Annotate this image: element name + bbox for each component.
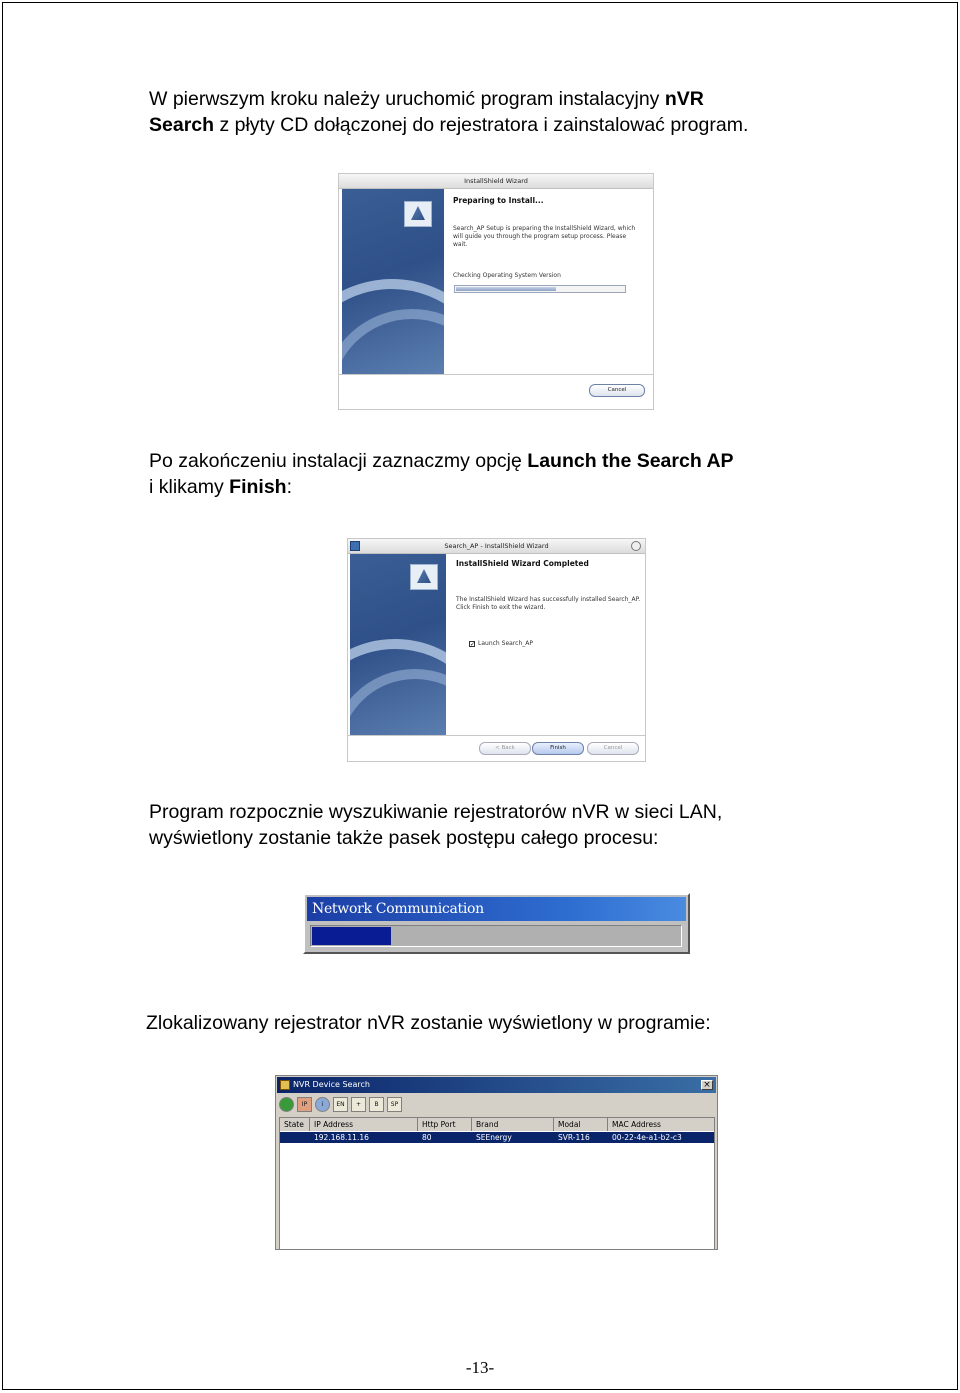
cell-brand: SEEnergy [476,1133,512,1142]
cancel-button[interactable]: Cancel [589,384,645,397]
finish-colon: : [286,476,293,498]
nvr-window-titlebar [277,1077,716,1093]
column-header-brand[interactable]: Brand [472,1118,554,1131]
info-button[interactable]: i [315,1097,330,1112]
cancel-button[interactable]: Cancel [587,742,639,755]
nvr-device-search-window [275,1075,718,1250]
wizard-titlebar: InstallShield Wizard [339,174,653,189]
install-wizard-completed [347,538,646,762]
finish-text: Po zakończeniu instalacji zaznaczmy opcję [149,450,528,472]
device-list [279,1117,715,1250]
wizard-button-bar [348,735,645,761]
wizard-status-text: Checking Operating System Version [453,272,561,279]
wizard-heading: Preparing to Install... [453,196,544,205]
wizard-body-text: The InstallShield Wizard has successfully installed Search_AP. Click Finish to exit the wizard. [456,596,641,611]
close-icon[interactable]: × [701,1080,713,1090]
intro-text-2: z płyty CD dołączonej do rejestratora i zainstalować program. [214,114,749,136]
search-paragraph [149,799,722,851]
column-header-state[interactable]: State [280,1118,310,1131]
column-header-ip[interactable]: IP Address [310,1118,418,1131]
install-progress-bar [454,285,626,293]
column-header-mac[interactable]: MAC Address [612,1120,661,1129]
search-text-1: Program rozpocznie wyszukiwanie rejestratorów nVR w sieci LAN, [149,801,723,823]
installer-logo-icon [410,564,438,590]
finish-text-2: i klikamy [149,476,230,498]
device-list-header [280,1118,714,1131]
launch-checkbox-label: Launch Search_AP [478,640,533,647]
install-progress-fill [456,287,556,291]
search-text-2: wyświetlony zostanie także pasek postępu całego procesu: [149,827,659,849]
column-header-modal[interactable]: Modal [554,1118,608,1131]
cell-ip: 192.168.11.16 [314,1133,369,1142]
launch-checkbox[interactable]: ✓ [470,641,476,648]
cell-modal: SVR-116 [558,1133,590,1142]
browser-button[interactable]: B [369,1097,384,1112]
back-button[interactable]: < Back [479,742,531,755]
add-button[interactable]: + [351,1097,366,1112]
ip-config-button[interactable]: IP [297,1097,312,1112]
found-paragraph: Zlokalizowany rejestrator nVR zostanie wyświetlony w programie: [146,1012,711,1034]
finish-paragraph [149,448,734,500]
nvr-window-title: NVR Device Search [293,1080,370,1089]
install-wizard-preparing [338,173,654,410]
finish-bold-finish: Finish [229,476,287,498]
wizard-body-text: Search_AP Setup is preparing the InstallShield Wizard, which will guide you through the program setup process. Please wait. [453,225,636,248]
network-progress-fill [312,927,391,945]
wizard-button-bar [339,374,653,409]
close-icon[interactable] [631,541,641,551]
wizard-side-banner [350,554,446,737]
wizard-heading: InstallShield Wizard Completed [456,559,589,568]
wizard-side-banner [342,189,444,375]
installer-logo-icon [404,201,432,227]
table-row[interactable] [280,1132,714,1143]
app-icon [280,1080,290,1090]
network-progress-bar [310,925,682,947]
setup-button[interactable]: SP [387,1097,402,1112]
wizard-app-icon [350,541,360,551]
wizard-titlebar: Search_AP - InstallShield Wizard [348,539,645,554]
intro-bold-search: Search [149,114,215,136]
intro-bold-nvr: nVR [664,88,704,110]
intro-text: W pierwszym kroku należy uruchomić program instalacyjny [149,88,665,110]
network-communication-dialog [303,893,690,954]
finish-bold-launch: Launch the Search AP [527,450,734,472]
network-dialog-title: Network Communication [307,897,686,921]
language-button[interactable]: EN [333,1097,348,1112]
intro-paragraph [149,86,748,138]
page-number: -13- [465,1358,495,1377]
cell-port: 80 [422,1133,432,1142]
finish-button[interactable]: Finish [532,742,584,755]
cell-mac: 00-22-4e-a1-b2-c3 [612,1133,682,1142]
column-header-port[interactable]: Http Port [418,1118,472,1131]
nvr-toolbar [279,1097,402,1113]
refresh-icon[interactable] [279,1097,294,1112]
